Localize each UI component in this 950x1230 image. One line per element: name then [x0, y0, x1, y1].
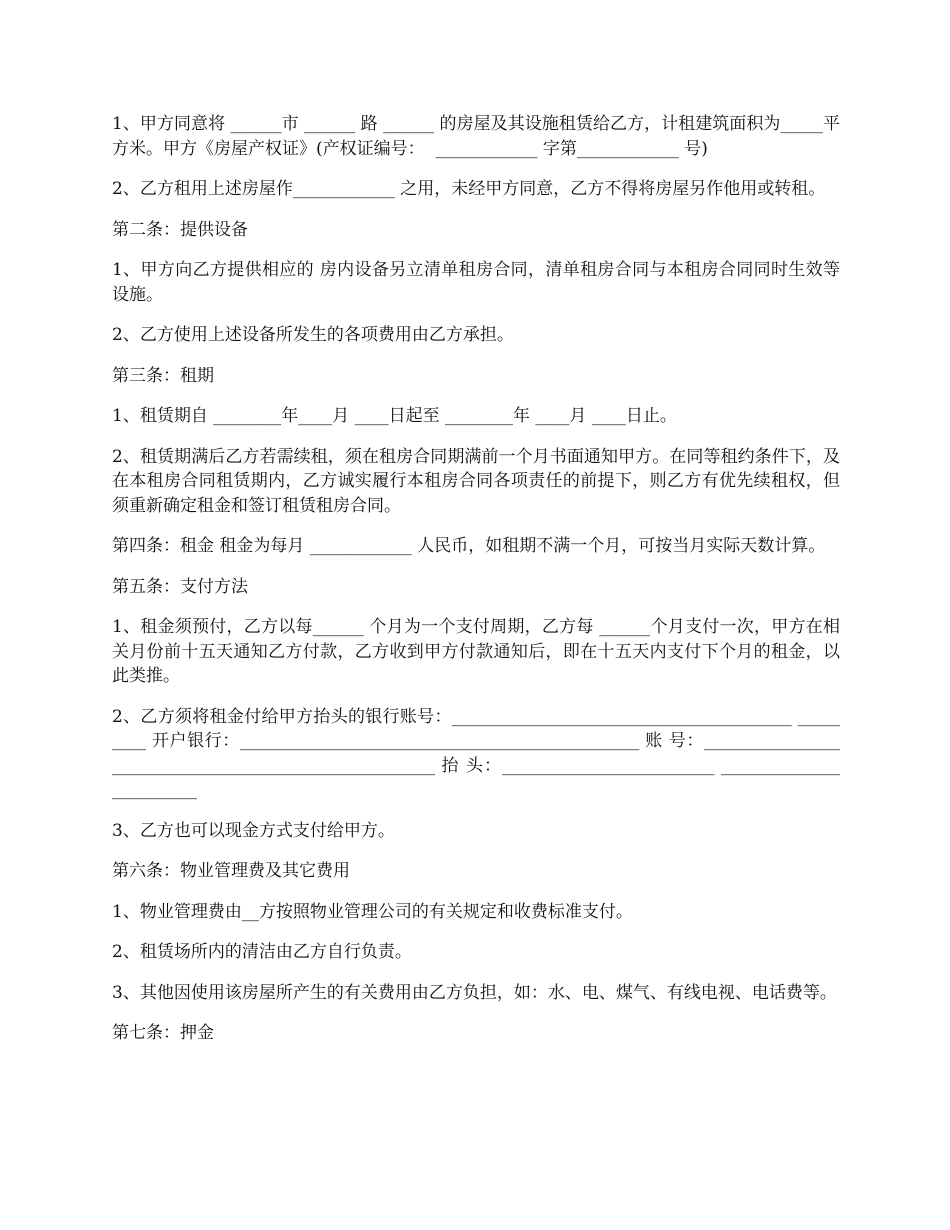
clause-6-1: 1、物业管理费由__方按照物业管理公司的有关规定和收费标准支付。: [112, 901, 633, 922]
article-5-heading: 第五条：支付方法: [112, 576, 248, 597]
article-4-rent: 第四条：租金 租金为每月 ____________ 人民币，如租期不满一个月，可按当月实际天数计算。: [112, 536, 826, 556]
clause-5-1: 1、租金须预付，乙方以每______ 个月为一个支付周期，乙方每 ______个月支付一次，甲方在相关月份前十五天通知乙方付款，乙方收到甲方付款通知后，即在十五天内支付下个月的租金，以此类推。: [112, 617, 840, 686]
clause-2-2: 2、乙方使用上述设备所发生的各项费用由乙方承担。: [112, 325, 514, 345]
clause-1-2: 2、乙方租用上述房屋作____________ 之用，未经甲方同意，乙方不得将房屋另作他用或转租。: [112, 179, 826, 199]
article-3-heading: 第三条：租期: [112, 365, 214, 386]
clause-1-1: 1、甲方同意将 ______市 ______ 路 ______ 的房屋及其设施租赁给乙方，计租建筑面积为_____平方米。甲方《房屋产权证》(产权证编号： ____________ 字第____________ 号): [112, 114, 840, 159]
clause-3-1: 1、租赁期自 ________年____月 ____日起至 ________年 ____月 ____日止。: [112, 406, 677, 426]
article-2-heading: 第二条：提供设备: [112, 219, 248, 240]
clause-2-1: 1、甲方向乙方提供相应的 房内设备另立清单租房合同，清单租房合同与本租房合同同时生效等设施。: [112, 260, 840, 305]
clause-6-2: 2、租赁场所内的清洁由乙方自行负责。: [112, 942, 412, 962]
article-6-heading: 第六条：物业管理费及其它费用: [112, 861, 350, 881]
clause-3-2: 2、租赁期满后乙方若需续租，须在租房合同期满前一个月书面通知甲方。在同等租约条件下，及在本租房合同租赁期内，乙方诚实履行本租房合同各项责任的前提下，则乙方有优先续租权，但须重新确定租金和签订租赁租房合同。: [112, 446, 840, 516]
clause-5-2: 2、乙方须将租金付给甲方抬头的银行账号：________________________________________ _________ 开户银行：_______________________________________________ 账 号：______________________________________________________ 抬 头：_________________________ ________________________: [112, 706, 840, 800]
clause-6-3: 3、其他因使用该房屋所产生的有关费用由乙方负担，如：水、电、煤气、有线电视、电话费等。: [112, 982, 837, 1003]
clause-5-3: 3、乙方也可以现金方式支付给甲方。: [112, 820, 395, 841]
article-7-heading: 第七条：押金: [112, 1023, 214, 1043]
document-page: [112, 112, 840, 1062]
